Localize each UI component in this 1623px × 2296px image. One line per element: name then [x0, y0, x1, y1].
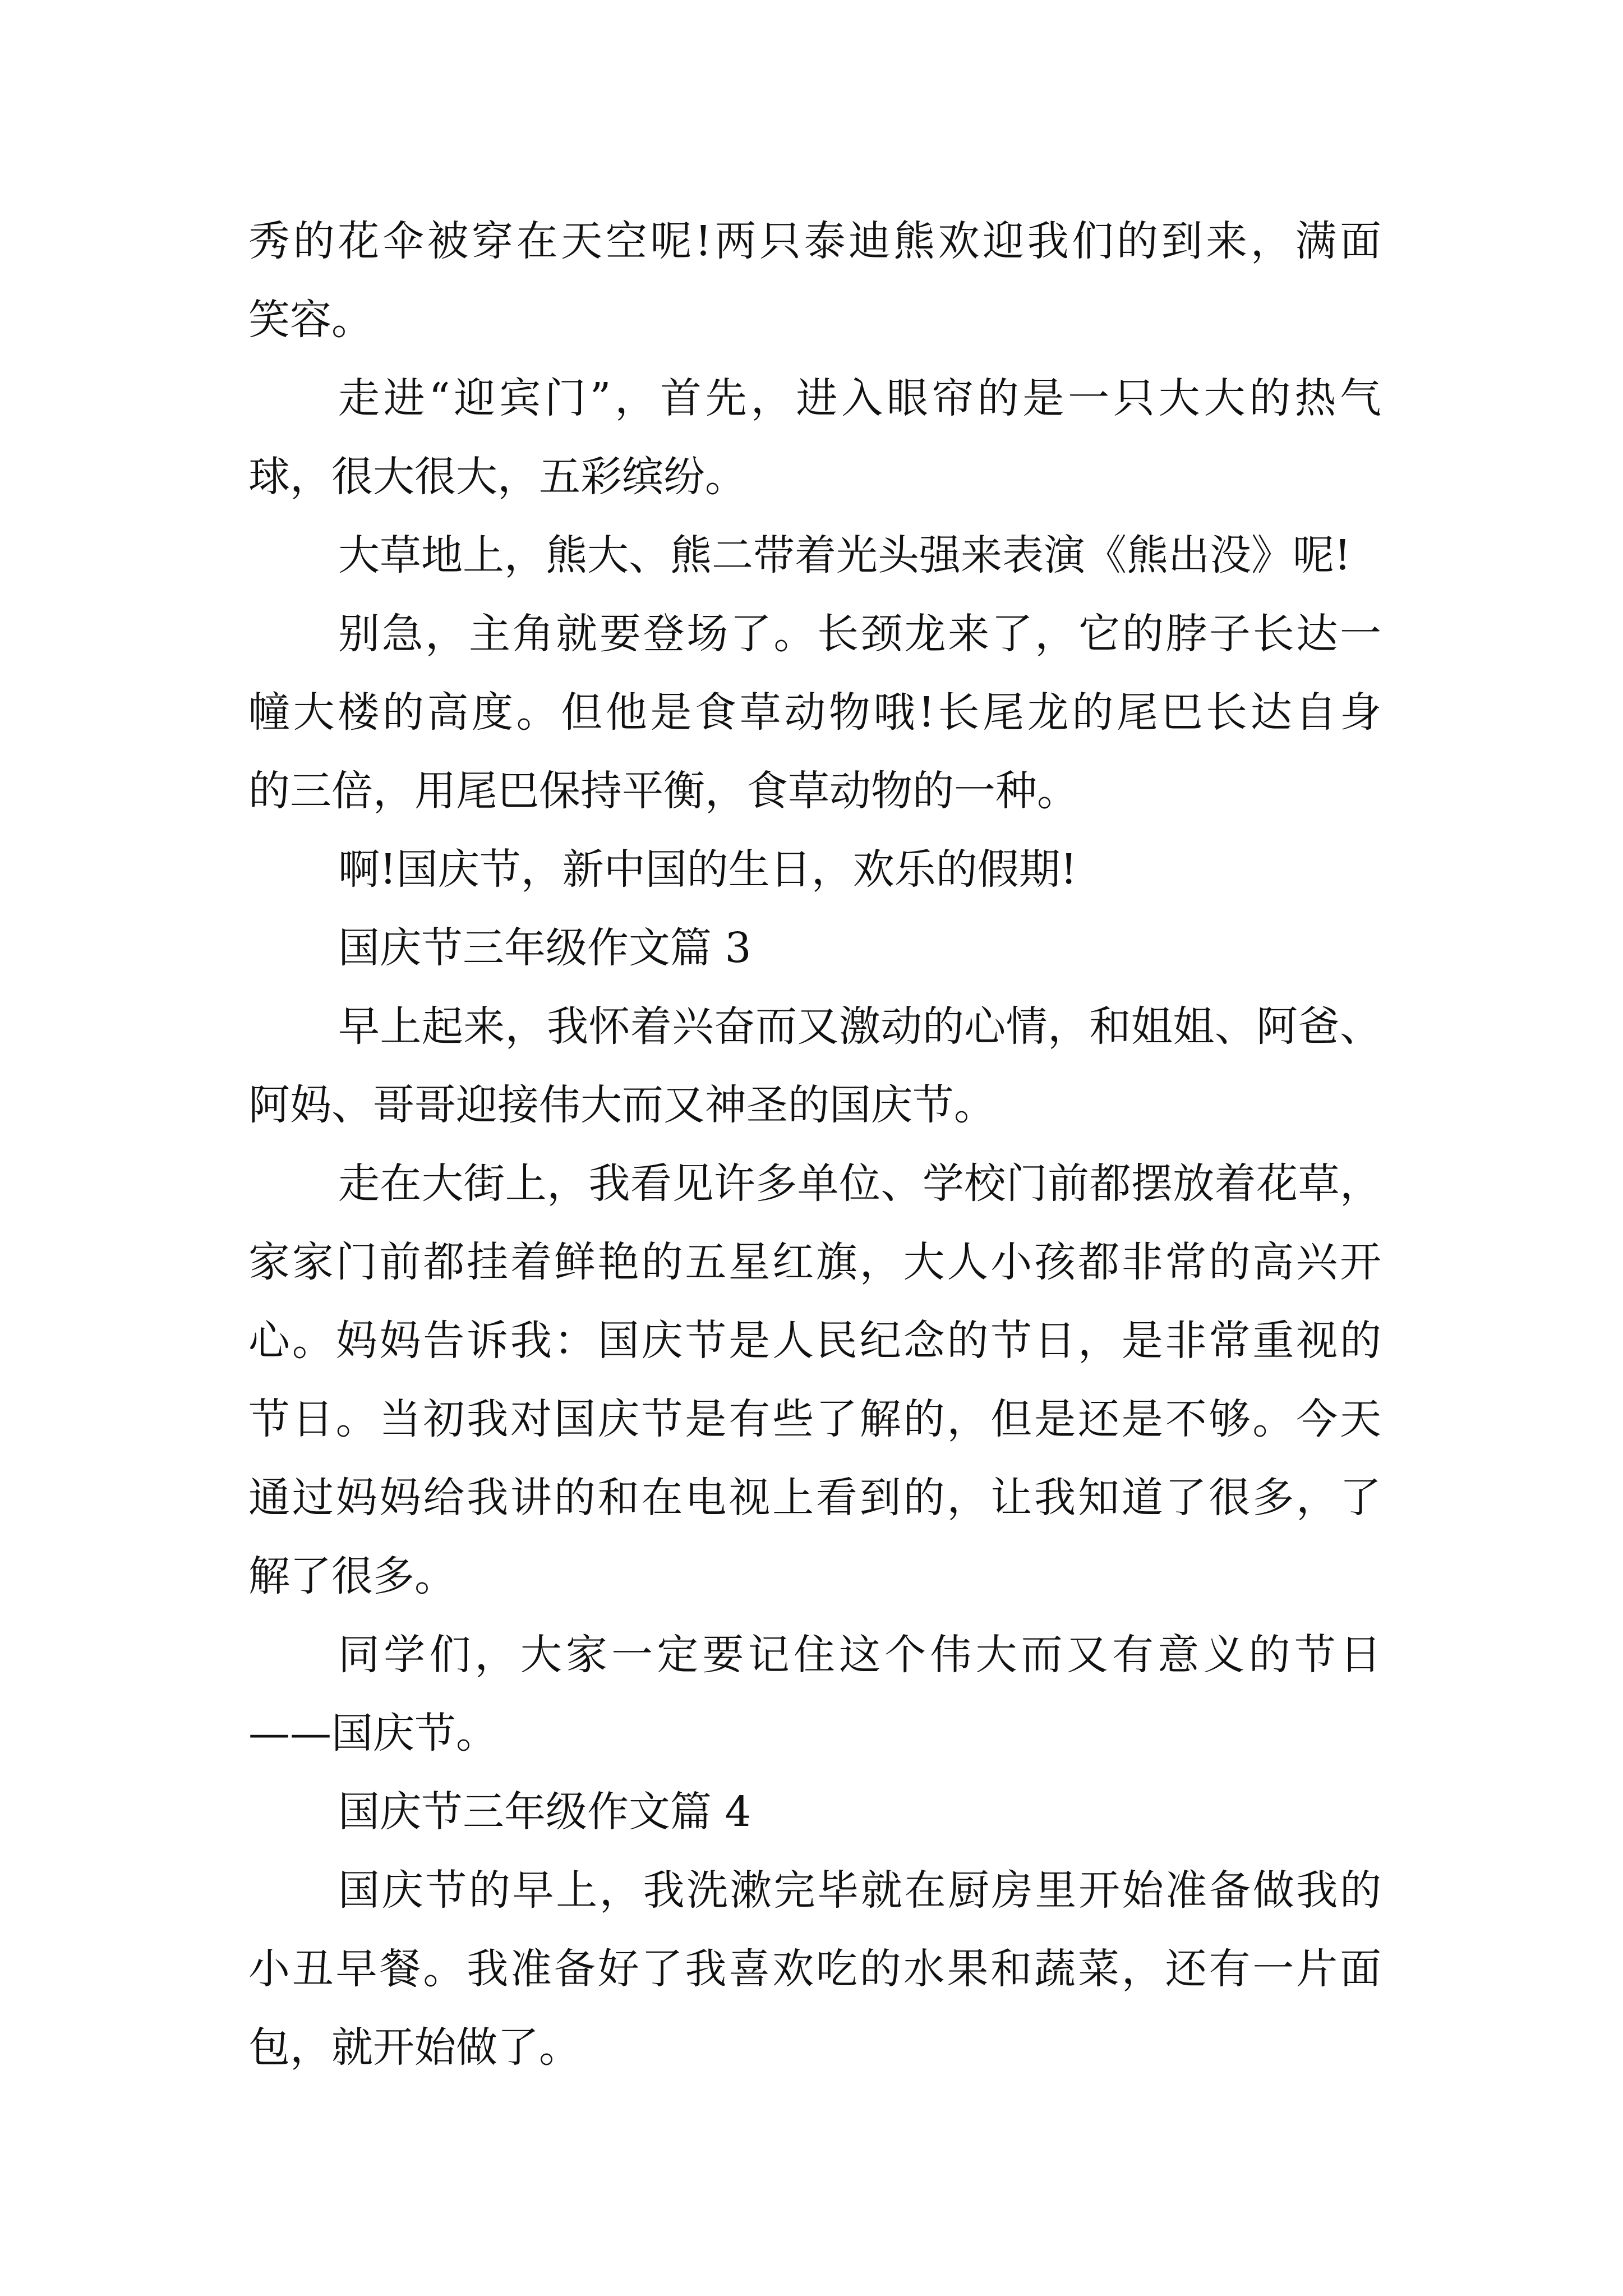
text-line: 节日。当初我对国庆节是有些了解的，但是还是不够。今天	[248, 1395, 1381, 1443]
text-line: 包，就开始做了。	[248, 2023, 580, 2072]
text-line: 小丑早餐。我准备好了我喜欢吃的水果和蔬菜，还有一片面	[248, 1945, 1381, 1993]
text-line: 解了很多。	[248, 1552, 456, 1600]
paragraph-first-line: 啊!国庆节，新中国的生日，欢乐的假期!	[338, 845, 1077, 894]
text-line: 心。妈妈告诉我：国庆节是人民纪念的节日，是非常重视的	[248, 1317, 1381, 1365]
paragraph-first-line: 别急，主角就要登场了。长颈龙来了，它的脖子长达一	[338, 610, 1381, 658]
paragraph-first-line: 走在大街上，我看见许多单位、学校门前都摆放着花草，	[338, 1159, 1381, 1208]
paragraph-first-line: 走进“迎宾门”，首先，进入眼帘的是一只大大的热气	[338, 374, 1381, 422]
paragraph-first-line: 大草地上，熊大、熊二带着光头强来表演《熊出没》呢!	[338, 531, 1351, 579]
text-line: ——国庆节。	[248, 1709, 497, 1757]
text-line: 通过妈妈给我讲的和在电视上看到的，让我知道了很多，了	[248, 1474, 1381, 1522]
text-line: 的三倍，用尾巴保持平衡，食草动物的一种。	[248, 767, 1078, 815]
section-heading: 国庆节三年级作文篇 3	[338, 924, 751, 972]
paragraph-first-line: 同学们，大家一定要记住这个伟大而又有意义的节日	[338, 1631, 1381, 1679]
paragraph-first-line: 国庆节的早上，我洗漱完毕就在厨房里开始准备做我的	[338, 1866, 1381, 1915]
text-line: 家家门前都挂着鲜艳的五星红旗，大人小孩都非常的高兴开	[248, 1238, 1381, 1286]
paragraph-first-line: 早上起来，我怀着兴奋而又激动的心情，和姐姐、阿爸、	[338, 1002, 1381, 1051]
text-line: 球，很大很大，五彩缤纷。	[248, 453, 746, 501]
section-heading: 国庆节三年级作文篇 4	[338, 1788, 751, 1836]
text-line: 笑容。	[248, 296, 373, 344]
text-line: 阿妈、哥哥迎接伟大而又神圣的国庆节。	[248, 1081, 995, 1129]
text-line: 秀的花伞被穿在天空呢!两只泰迪熊欢迎我们的到来，满面	[248, 217, 1381, 265]
text-line: 幢大楼的高度。但他是食草动物哦!长尾龙的尾巴长达自身	[248, 688, 1381, 737]
